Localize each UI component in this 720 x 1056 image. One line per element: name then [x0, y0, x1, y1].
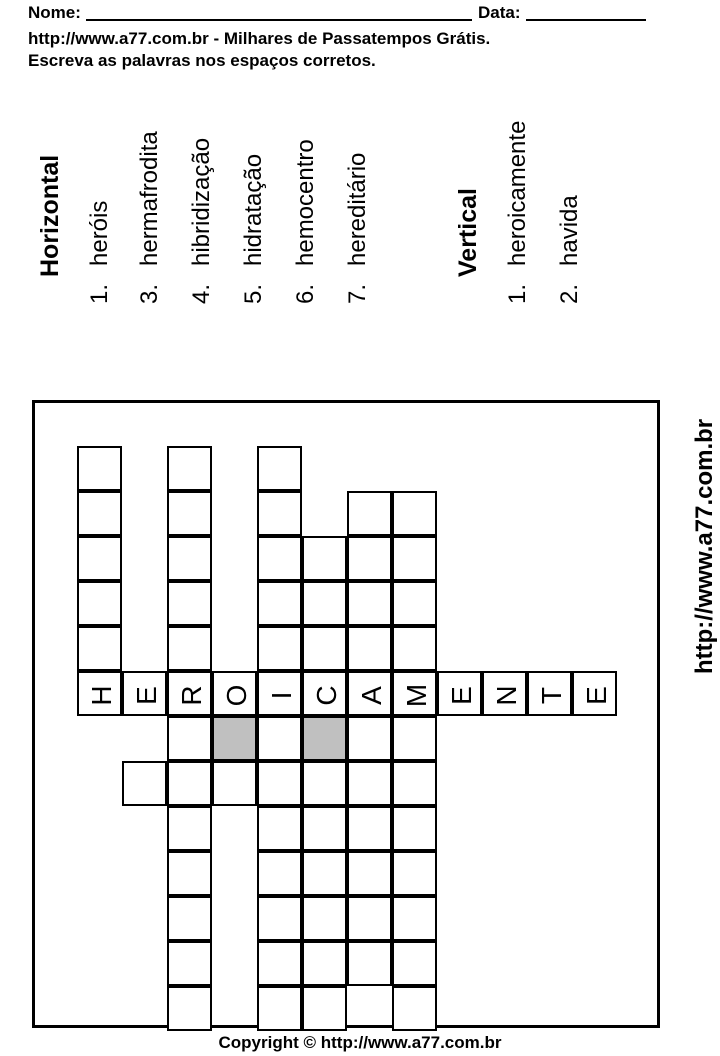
grid-cell[interactable]: [167, 986, 212, 1031]
vertical-clue: [504, 121, 532, 304]
grid-cell[interactable]: [302, 581, 347, 626]
grid-cell[interactable]: [257, 446, 302, 491]
footer-copyright: Copyright © http://www.a77.com.br: [218, 1033, 502, 1052]
horizontal-clue: [240, 154, 268, 304]
clue-word: heroicamente: [504, 120, 531, 266]
grid-cell[interactable]: [167, 941, 212, 986]
grid-cell[interactable]: [302, 851, 347, 896]
given-letter: R: [175, 685, 207, 706]
grid-cell[interactable]: [392, 536, 437, 581]
grid-cell[interactable]: [77, 581, 122, 626]
grid-cell[interactable]: [392, 851, 437, 896]
given-letter: A: [355, 686, 387, 705]
grid-cell[interactable]: [167, 536, 212, 581]
grid-cell[interactable]: [257, 491, 302, 536]
grid-cell[interactable]: [122, 671, 167, 716]
horizontal-clue: [344, 153, 372, 304]
clue-word: hidratação: [240, 153, 267, 266]
grid-cell[interactable]: [167, 626, 212, 671]
grid-cell[interactable]: [212, 671, 257, 716]
grid-cell[interactable]: [167, 446, 212, 491]
grid-cell[interactable]: [257, 851, 302, 896]
grid-cell[interactable]: [257, 941, 302, 986]
grid-cell[interactable]: [347, 491, 392, 536]
grid-cell[interactable]: [257, 626, 302, 671]
grid-cell[interactable]: [257, 581, 302, 626]
horizontal-clue: [86, 201, 114, 304]
grid-cell[interactable]: [167, 716, 212, 761]
grid-cell[interactable]: [572, 671, 617, 716]
grid-cell[interactable]: [302, 986, 347, 1031]
grid-cell[interactable]: [167, 491, 212, 536]
grid-cell[interactable]: [347, 536, 392, 581]
clue-number: 3.: [136, 283, 163, 304]
shaded-cell: [302, 716, 347, 761]
grid-cell[interactable]: [392, 761, 437, 806]
grid-cell[interactable]: [482, 671, 527, 716]
clue-number: 7.: [344, 283, 371, 304]
given-letter: T: [535, 686, 567, 705]
grid-cell[interactable]: [257, 671, 302, 716]
grid-cell[interactable]: [167, 671, 212, 716]
grid-cell[interactable]: [167, 806, 212, 851]
grid-cell[interactable]: [257, 761, 302, 806]
clue-word: hemocentro: [292, 139, 319, 266]
given-letter: M: [400, 683, 432, 708]
grid-cell[interactable]: [302, 761, 347, 806]
grid-cell[interactable]: [167, 896, 212, 941]
grid-cell[interactable]: [257, 806, 302, 851]
grid-cell[interactable]: [167, 851, 212, 896]
grid-cell[interactable]: [392, 716, 437, 761]
clue-word: hereditário: [344, 152, 371, 266]
given-letter: O: [220, 684, 252, 707]
grid-cell[interactable]: [347, 941, 392, 986]
grid-cell[interactable]: [302, 941, 347, 986]
grid-cell[interactable]: [167, 581, 212, 626]
clue-number: 2.: [556, 283, 583, 304]
given-letter: I: [265, 691, 297, 700]
grid-cell[interactable]: [347, 851, 392, 896]
grid-cell[interactable]: [392, 671, 437, 716]
grid-cell[interactable]: [347, 761, 392, 806]
grid-cell[interactable]: [392, 941, 437, 986]
grid-cell[interactable]: [77, 626, 122, 671]
grid-cell[interactable]: [257, 986, 302, 1031]
grid-cell[interactable]: [347, 806, 392, 851]
grid-cell[interactable]: [392, 986, 437, 1031]
grid-cell[interactable]: [392, 806, 437, 851]
grid-cell[interactable]: [302, 896, 347, 941]
grid-cell[interactable]: [77, 536, 122, 581]
grid-cell[interactable]: [77, 671, 122, 716]
grid-cell[interactable]: [257, 896, 302, 941]
grid-cell[interactable]: [257, 536, 302, 581]
date-label: Data:: [478, 3, 521, 22]
instructions: Escreva as palavras nos espaços corretos.: [28, 51, 376, 70]
shaded-cell: [212, 716, 257, 761]
side-url: http://www.a77.com.br: [691, 418, 718, 674]
date-field[interactable]: [526, 19, 646, 21]
given-letter: E: [445, 686, 477, 705]
grid-cell[interactable]: [257, 716, 302, 761]
grid-cell[interactable]: [302, 626, 347, 671]
clue-number: 1.: [86, 283, 113, 304]
given-letter: N: [490, 685, 522, 706]
clue-number: 6.: [292, 283, 319, 304]
grid-cell[interactable]: [122, 761, 167, 806]
grid-cell[interactable]: [302, 806, 347, 851]
name-field[interactable]: [86, 19, 472, 21]
grid-cell[interactable]: [302, 671, 347, 716]
vertical-clue: [556, 195, 584, 304]
site-line: http://www.a77.com.br - Milhares de Passatempos Grátis.: [28, 29, 491, 48]
grid-cell[interactable]: [167, 761, 212, 806]
grid-cell[interactable]: [347, 581, 392, 626]
given-letter: C: [310, 685, 342, 706]
horizontal-clue: [188, 138, 216, 304]
grid-cell[interactable]: [392, 581, 437, 626]
given-letter: E: [130, 686, 162, 705]
given-letter: H: [85, 685, 117, 706]
grid-cell[interactable]: [392, 626, 437, 671]
horizontal-clue: [136, 131, 164, 304]
grid-cell[interactable]: [392, 896, 437, 941]
clue-number: 5.: [240, 283, 267, 304]
grid-cell[interactable]: [347, 671, 392, 716]
clue-number: 4.: [188, 283, 215, 304]
clue-word: hibridização: [188, 137, 215, 266]
grid-cell[interactable]: [302, 536, 347, 581]
clue-word: hermafrodita: [136, 131, 163, 266]
horizontal-clue: [292, 139, 320, 304]
name-label: Nome:: [28, 3, 81, 22]
clue-number: 1.: [504, 283, 531, 304]
grid-cell[interactable]: [212, 761, 257, 806]
grid-cell[interactable]: [392, 491, 437, 536]
given-letter: E: [580, 686, 612, 705]
grid-cell[interactable]: [77, 491, 122, 536]
clue-word: heróis: [86, 200, 113, 266]
grid-cell[interactable]: [347, 896, 392, 941]
grid-cell[interactable]: [527, 671, 572, 716]
vertical-title: Vertical: [454, 188, 482, 277]
horizontal-title: Horizontal: [36, 154, 64, 277]
grid-cell[interactable]: [77, 446, 122, 491]
grid-cell[interactable]: [437, 671, 482, 716]
clue-word: havida: [556, 195, 583, 266]
grid-cell[interactable]: [347, 626, 392, 671]
grid-cell[interactable]: [347, 716, 392, 761]
